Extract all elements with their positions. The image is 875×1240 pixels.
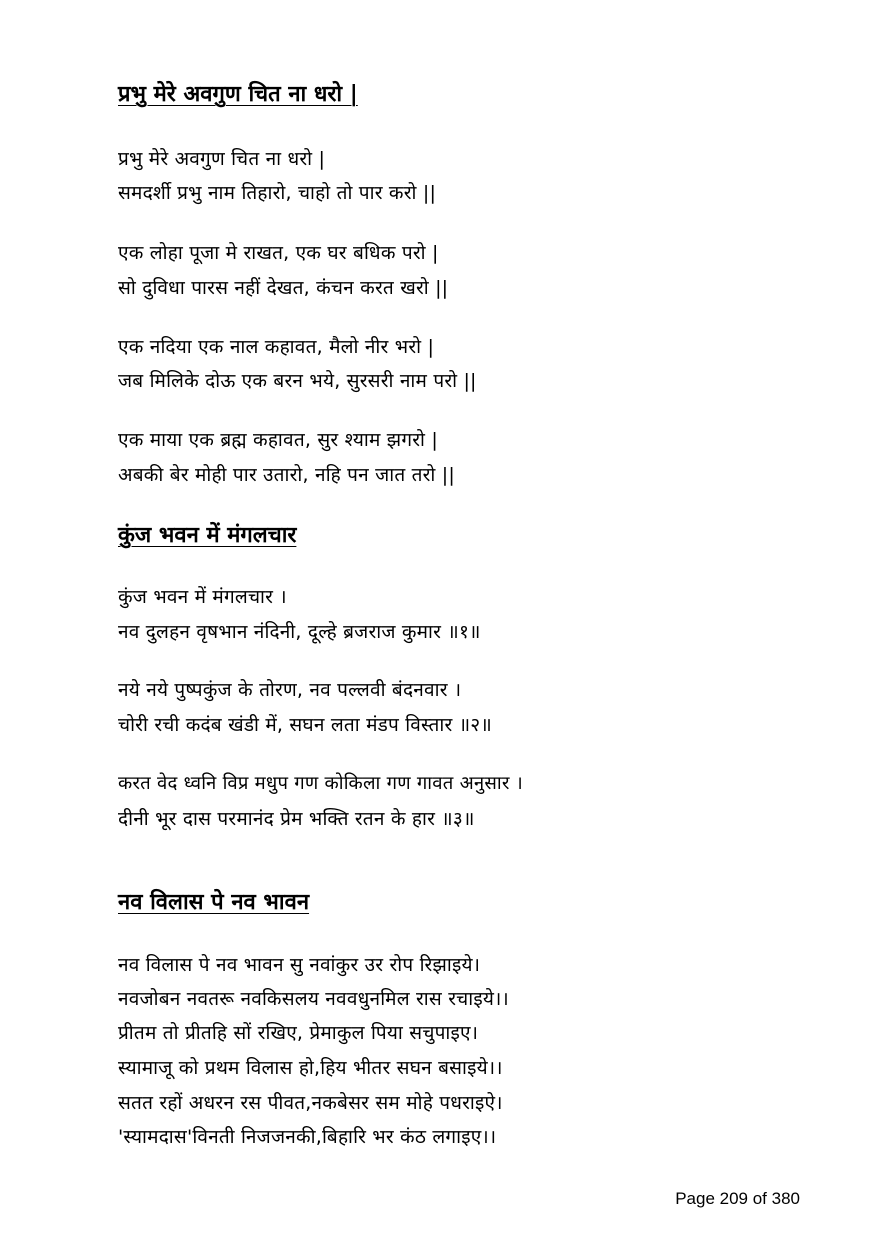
- section-2-stanza-2-line-1: नये नये पुष्पकुंज के तोरण, नव पल्लवी बंदनवार ।: [118, 679, 462, 701]
- section-1-stanza-2-line-1: एक लोहा पूजा मे राखत, एक घर बधिक परो |: [118, 242, 439, 264]
- section-3-line-1: नव विलास पे नव भावन सु नवांकुर उर रोप रिझाइये।: [118, 954, 481, 976]
- section-1-stanza-3-line-2: जब मिलिके दोऊ एक बरन भये, सुरसरी नाम परो ||: [118, 370, 477, 392]
- section-3-line-6: 'स्यामदास'विनती निजजनकी,बिहारि भर कंठ लगाइए।।: [118, 1126, 497, 1148]
- section-3-title: नव विलास पे नव भावन: [118, 890, 310, 915]
- section-3-line-5: सतत रहों अधरन रस पीवत,नकबेसर सम मोहे पधराइऐ।: [118, 1092, 503, 1114]
- page-number: Page 209 of 380: [675, 1189, 800, 1208]
- section-2-title: कुंज भवन में मंगलचार: [118, 523, 297, 548]
- section-2-stanza-1-line-1: कुंज भवन में मंगलचार ।: [118, 586, 287, 608]
- section-1-stanza-3-line-1: एक नदिया एक नाल कहावत, मैलो नीर भरो |: [118, 336, 435, 358]
- section-1-stanza-1-line-2: समदर्शी प्रभु नाम तिहारो, चाहो तो पार करो ||: [118, 182, 437, 204]
- section-3-line-4: स्यामाजू को प्रथम विलास हो,हिय भीतर सघन बसाइये।।: [118, 1057, 503, 1079]
- section-2-stanza-1-line-2: नव दुलहन वृषभान नंदिनी, दूल्हे ब्रजराज कुमार ॥१॥: [118, 621, 481, 643]
- section-1-stanza-2-line-2: सो दुविधा पारस नहीं देखत, कंचन करत खरो ||: [118, 277, 449, 299]
- section-3-line-3: प्रीतम तो प्रीतहि सों रखिए, प्रेमाकुल पिया सचुपाइए।: [118, 1022, 479, 1044]
- section-2-stanza-2-line-2: चोरी रची कदंब खंडी में, सघन लता मंडप विस्तार ॥२॥: [118, 714, 492, 736]
- section-2-stanza-3-line-2: दीनी भूर दास परमानंद प्रेम भक्ति रतन के हार ॥३॥: [118, 808, 475, 830]
- section-1-stanza-4-line-1: एक माया एक ब्रह्म कहावत, सुर श्याम झगरो |: [118, 429, 438, 451]
- section-2-stanza-3-line-1: करत वेद ध्वनि विप्र मधुप गण कोकिला गण गावत अनुसार ।: [118, 773, 523, 794]
- section-1-stanza-4-line-2: अबकी बेर मोही पार उतारो, नहि पन जात तरो ||: [118, 464, 455, 486]
- section-3-line-2: नवजोबन नवतरू नवकिसलय नववधुनमिल रास रचाइये।।: [118, 988, 509, 1010]
- section-1-title: प्रभु मेरे अवगुण चित ना धरो |: [118, 82, 358, 107]
- section-1-stanza-1-line-1: प्रभु मेरे अवगुण चित ना धरो |: [118, 148, 326, 170]
